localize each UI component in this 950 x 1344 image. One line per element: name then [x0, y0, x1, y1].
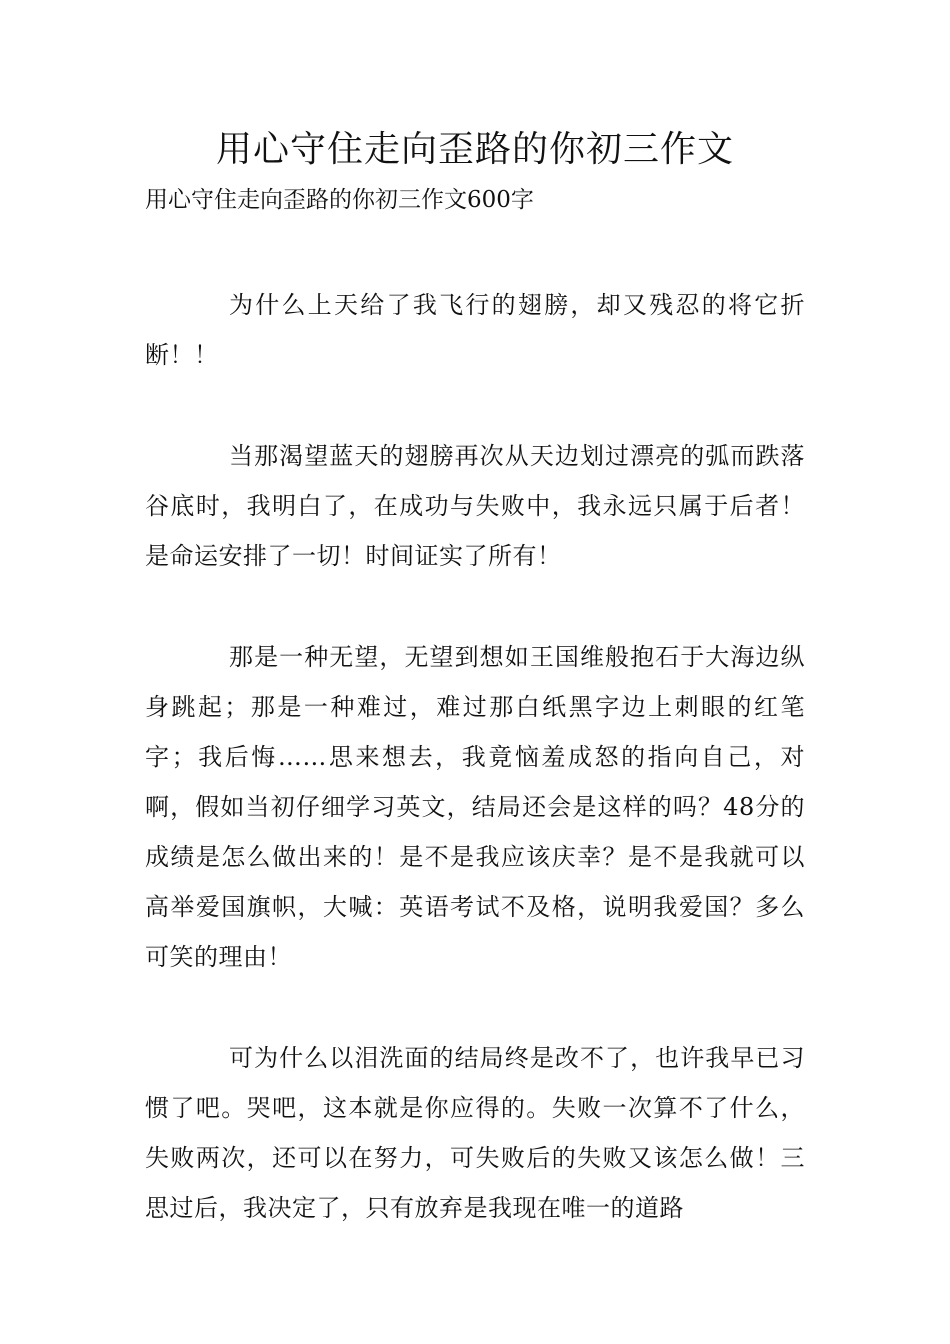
- document-title: 用心守住走向歪路的你初三作文: [215, 129, 734, 170]
- paragraph-2: 当那渴望蓝天的翅膀再次从天边划过漂亮的弧而跌落谷底时，我明白了，在成功与失败中，我永远只属于后者！是命运安排了一切！时间证实了所有！: [145, 442, 805, 570]
- paragraph-1: 为什么上天给了我飞行的翅膀，却又残忍的将它折断！！: [145, 291, 805, 369]
- paragraph-4: 可为什么以泪洗面的结局终是改不了，也许我早已习惯了吧。哭吧，这本就是你应得的。失败一次算不了什么，失败两次，还可以在努力，可失败后的失败又该怎么做！三思过后，我决定了，只有放弃是我现在唯一的道路: [145, 1044, 805, 1222]
- document-body: [145, 280, 805, 1284]
- document-subtitle: 用心守住走向歪路的你初三作文600字: [145, 187, 534, 213]
- paragraph-3: 那是一种无望，无望到想如王国维般抱石于大海边纵身跳起；那是一种难过，难过那白纸黑字边上刺眼的红笔字；我后悔……思来想去，我竟恼羞成怒的指向自己，对啊，假如当初仔细学习英文，结局还会是这样的吗？48分的成绩是怎么做出来的！是不是我应该庆幸？是不是我就可以高举爱国旗帜，大喊：英语考试不及格，说明我爱国？多么可笑的理由！: [145, 643, 805, 971]
